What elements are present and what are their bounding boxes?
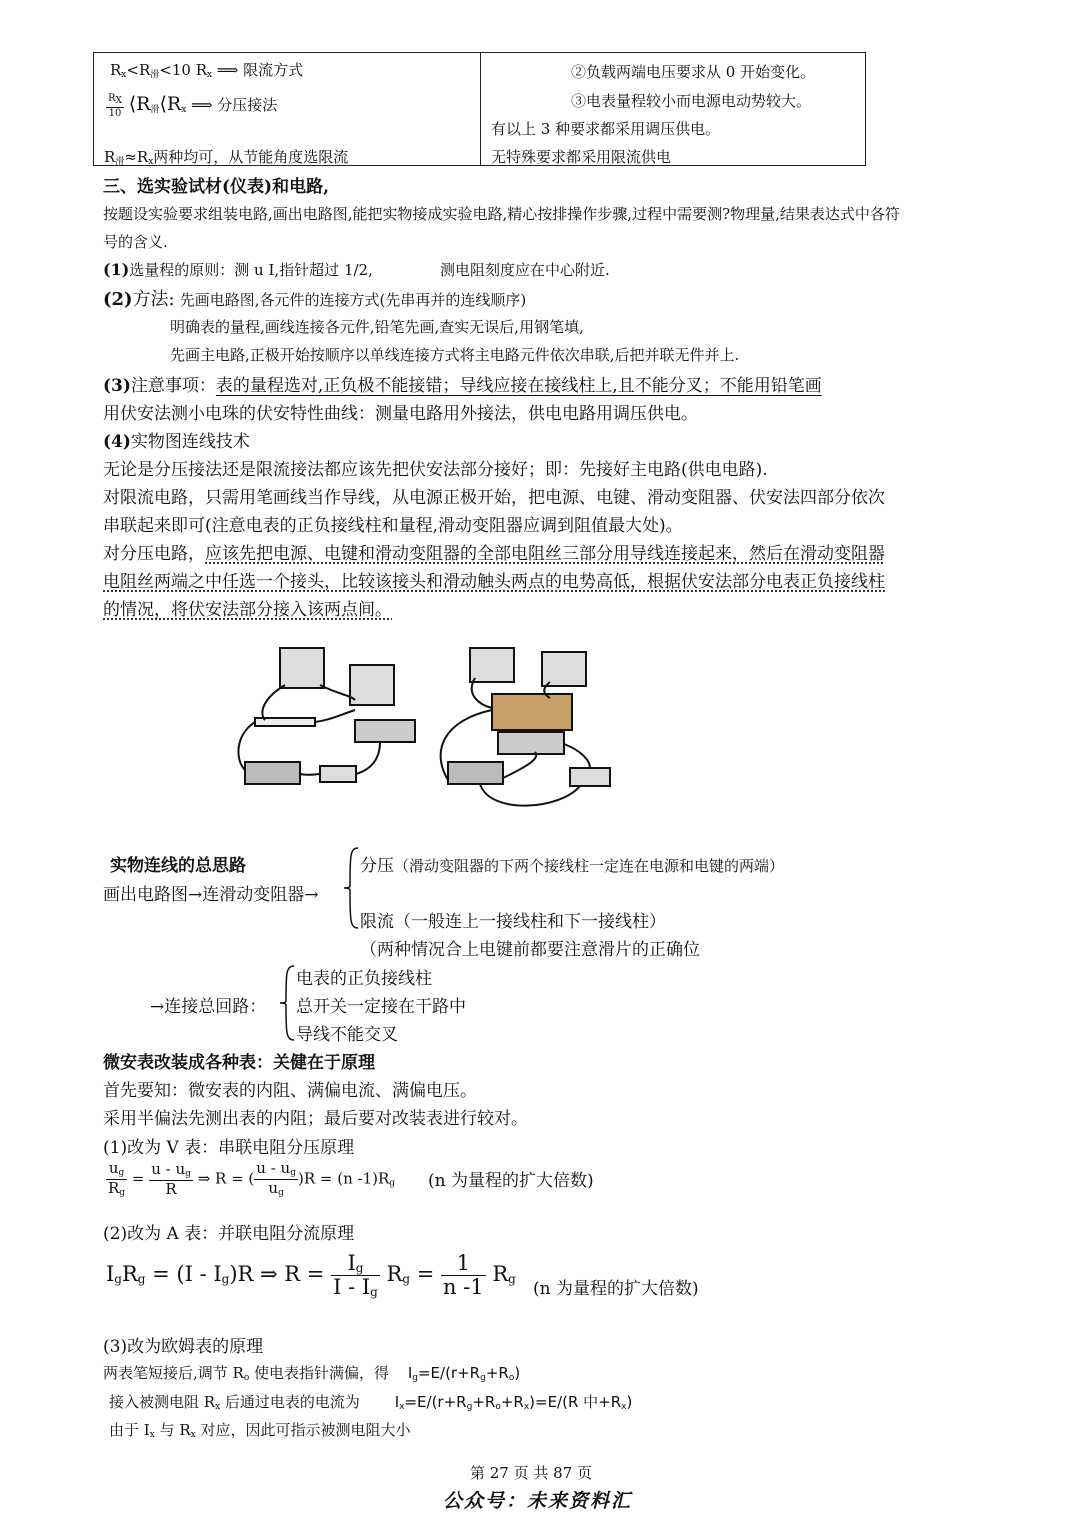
text: g	[114, 1272, 122, 1287]
ammeter-formula	[106, 1252, 516, 1299]
text: x	[523, 1402, 530, 1412]
rule-4-line-6: 的情况，将伏安法部分接入该两点间。	[103, 600, 392, 620]
text: x	[206, 70, 213, 80]
text: <R	[126, 61, 151, 79]
text: (1)	[103, 260, 130, 279]
text: u - u	[256, 1159, 291, 1177]
rule-4	[103, 427, 250, 452]
table-left-cell	[94, 53, 481, 166]
table-right-line-2: ③电表量程较小而电源电动势较大。	[571, 92, 812, 110]
fraction	[254, 1160, 298, 1199]
text: R	[165, 1180, 177, 1199]
text: u - u	[151, 1160, 186, 1179]
summary-title: 实物连线的总思路	[110, 856, 246, 876]
text: g	[118, 1168, 125, 1178]
text: 两表笔短接后,调节 R	[103, 1364, 244, 1382]
text: （滑动变阻器的下两个接线柱一定连在电源和电键的两端）	[394, 857, 785, 875]
text: g	[466, 1402, 473, 1412]
fraction	[106, 93, 124, 119]
text: x	[149, 1430, 155, 1440]
text: (2)	[103, 289, 133, 310]
text: +R	[472, 1393, 496, 1411]
text: 表的量程选对,正负极不能接错；导线应接在接线柱上,且不能分叉；不能用铅笔画	[215, 376, 822, 396]
text: 滑	[150, 70, 160, 80]
text: x	[399, 1402, 405, 1412]
battery-2-icon	[448, 762, 503, 784]
text: 由于 I	[109, 1421, 150, 1439]
text: o	[495, 1402, 501, 1412]
rule-2-line-2: 明确表的量程,画线连接各元件,铅笔先画,查实无误后,用钢笔填,	[170, 318, 584, 336]
text: ⟹ 限流方式	[212, 61, 304, 79]
text: 滑	[115, 157, 125, 167]
text: x	[621, 1402, 627, 1412]
voltmeter-formula	[106, 1160, 395, 1199]
text: g	[221, 1272, 230, 1287]
text: I - I	[333, 1275, 371, 1300]
text: 先画电路图,各元件的连接方式(先串再并的连线顺序)	[179, 291, 527, 309]
text: )	[514, 1364, 521, 1382]
text: g	[389, 1178, 396, 1189]
fraction	[106, 1160, 127, 1199]
rule-3	[103, 371, 822, 396]
text: R	[121, 1262, 138, 1287]
rule-4-line-5: 电阻丝两端之中任选一个接头，比较该接头和滑动触头两点的电势高低，根据伏安法部分电表正负接线柱	[103, 572, 885, 592]
ohmmeter-heading: (3)改为欧姆表的原理	[103, 1337, 264, 1357]
ammeter-heading: (2)改为 A 表：并联电阻分流原理	[103, 1224, 355, 1244]
text: g	[119, 1187, 126, 1198]
text: =E/(r+R	[404, 1393, 467, 1411]
text: I	[347, 1251, 356, 1275]
summary-total-item-3: 导线不能交叉	[296, 1025, 398, 1045]
summary-branch-1	[360, 851, 784, 876]
text: 分压	[360, 856, 394, 876]
summary-total-item-1: 电表的正负接线柱	[296, 969, 432, 989]
text: 滑	[150, 105, 160, 115]
summary-branch-2: 限流（一般连上一接线柱和下一接线柱）	[360, 912, 666, 932]
text: ⟹ 分压接法	[186, 96, 278, 114]
text: R	[108, 93, 116, 105]
text: 注意事项：	[130, 376, 216, 396]
text: =	[131, 1169, 145, 1188]
text: g	[185, 1169, 191, 1180]
rule-3-line-2: 用伏安法测小电珠的伏安特性曲线：测量电路用外接法，供电电路用调压供电。	[103, 404, 698, 424]
table-right-cell	[481, 53, 866, 166]
paragraph-line: 号的含义.	[103, 233, 168, 251]
text: +R	[485, 1364, 509, 1382]
text: 选量程的原则：测 u I,指针超过 1/2,	[129, 261, 373, 279]
summary-total: →连接总回路：	[150, 997, 267, 1017]
page-number: 第 27 页 共 87 页	[470, 1464, 593, 1482]
text: ⟨R	[128, 93, 151, 115]
ohmmeter-line-1	[103, 1362, 520, 1383]
meter-3-icon	[470, 648, 514, 682]
battery-icon	[245, 762, 300, 784]
text: n -1	[443, 1275, 484, 1300]
text: R	[386, 1262, 403, 1287]
text: x	[181, 105, 187, 115]
text: I	[106, 1262, 115, 1287]
ohmmeter-line-3	[109, 1419, 410, 1440]
voltmeter-heading: (1)改为 V 表：串联电阻分压原理	[103, 1138, 355, 1158]
brand-watermark: 公众号：未来资料汇	[443, 1490, 633, 1512]
text: 实物图连线技术	[130, 432, 250, 452]
rule-4-line-1: 无论是分压接法还是限流接法都应该先把伏安法部分接好；即：先接好主电路(供电电路).	[103, 460, 768, 480]
ammeter-note: (n 为量程的扩大倍数)	[533, 1279, 699, 1299]
left-brace-icon	[278, 964, 298, 1044]
text: 后通过电表的电流为	[220, 1393, 360, 1411]
text: =E/(r+R	[417, 1364, 481, 1382]
text: I	[394, 1393, 400, 1411]
text: =	[416, 1262, 435, 1287]
text: 对分压电路，	[103, 544, 205, 564]
comparison-table	[93, 52, 866, 166]
text: g	[508, 1272, 516, 1287]
text: u	[268, 1178, 279, 1197]
ohm-formula-1	[408, 1364, 520, 1382]
text: g	[355, 1261, 364, 1275]
rheostat-2-icon	[498, 732, 564, 754]
text: 方法:	[132, 289, 175, 310]
table-left-row-3	[104, 146, 348, 167]
text: )	[626, 1393, 633, 1411]
section-title: 三、选实验试材(仪表)和电路,	[103, 177, 330, 197]
rule-2	[103, 285, 526, 311]
paragraph-line: 按题设实验要求组装电路,画出电路图,能把实物接成实验电路,精心按排操作步骤,过程中需要测?物理量,结果表达式中各符	[103, 205, 900, 223]
text: )=E/(R 中+R	[529, 1393, 622, 1411]
circuit-photo-illustration	[230, 640, 620, 820]
summary-branch-3: （两种情况合上电键前都要注意滑片的正确位	[360, 940, 700, 960]
rule-1	[103, 259, 373, 280]
text: 应该先把电源、电键和滑动变阻器的全部电阻丝三部分用导线连接起来，然后在滑动变阻器	[205, 544, 885, 564]
lamp-board-icon	[492, 694, 572, 730]
text: (3)	[103, 376, 131, 396]
text: <10 R	[159, 61, 207, 79]
switch-icon	[320, 766, 356, 782]
meter-2-icon	[350, 665, 394, 705]
ohmmeter-line-2	[109, 1391, 632, 1412]
text: 与 R	[154, 1421, 191, 1439]
text: o	[243, 1373, 250, 1383]
text: ⟨R	[159, 93, 182, 115]
text: ≈R	[124, 148, 149, 166]
meter-4-icon	[542, 652, 586, 686]
text: )R = (n -1)R	[297, 1169, 390, 1188]
text: R	[492, 1262, 509, 1287]
rule-4-line-3: 串联起来即可(注意电表的正负接线柱和量程,滑动变阻器应调到阻值最大处)。	[103, 516, 683, 536]
meter-line-1: 首先要知：微安表的内阻、满偏电流、满偏电压。	[103, 1081, 477, 1101]
left-brace-icon	[342, 846, 362, 931]
rheostat-icon	[355, 720, 415, 742]
summary-left: 画出电路图→连滑动变阻器→	[103, 885, 319, 905]
text: g	[137, 1272, 146, 1287]
text: g	[412, 1373, 418, 1383]
ohm-formula-2	[395, 1393, 633, 1411]
text: g	[290, 1168, 296, 1178]
voltmeter-note: (n 为量程的扩大倍数)	[428, 1171, 594, 1191]
text: 两种均可，从节能角度选限流	[153, 148, 349, 166]
text: R	[108, 1178, 120, 1197]
table-right-line-3: 有以上 3 种要求都采用调压供电。	[491, 120, 721, 138]
text: (4)	[103, 432, 131, 452]
text: )R ⇒ R =	[229, 1262, 325, 1287]
fraction	[441, 1252, 486, 1299]
text: R	[104, 148, 116, 166]
switch-2-icon	[570, 768, 610, 786]
meter-1-icon	[280, 648, 324, 688]
table-right-line-1: ②负载两端电压要求从 0 开始变化。	[571, 63, 816, 81]
rule-4-line-2: 对限流电路，只需用笔画线当作导线，从电源正极开始，把电源、电键、滑动变阻器、伏安法四部分依次	[103, 488, 885, 508]
text: x	[148, 157, 154, 167]
text: g	[370, 1285, 378, 1300]
text: 对应，因此可指示被测电阻大小	[195, 1421, 411, 1439]
text: g	[278, 1187, 284, 1198]
text: ⇒ R = (	[197, 1169, 255, 1188]
text: I	[407, 1364, 413, 1382]
text: x	[190, 1430, 196, 1440]
text: x	[121, 70, 127, 80]
text: = (I - I	[145, 1262, 222, 1287]
summary-total-item-2: 总开关一定接在干路中	[296, 997, 466, 1017]
text: 1	[441, 1252, 486, 1276]
rule-2-line-3: 先画主电路,正极开始按顺序以单线连接方式将主电路元件依次串联,后把并联无件并上.	[170, 346, 740, 364]
table-left-row-1	[110, 59, 303, 80]
text: 使电表指针满偏，得	[249, 1364, 390, 1382]
text: o	[508, 1373, 515, 1383]
text: 10	[108, 107, 122, 119]
text: g	[402, 1272, 411, 1287]
text: R	[110, 61, 122, 79]
text: x	[215, 1402, 221, 1412]
text: 接入被测电阻 R	[109, 1393, 216, 1411]
fraction	[149, 1161, 193, 1197]
rule-4-line-4	[103, 539, 885, 564]
table-left-row-2	[106, 93, 277, 119]
text: u	[108, 1159, 119, 1177]
fraction	[331, 1252, 380, 1299]
meter-line-2: 采用半偏法先测出表的内阻；最后要对改装表进行较对。	[103, 1109, 528, 1129]
table-right-line-4: 无特殊要求都采用限流供电	[491, 148, 672, 166]
rule-1-part-2: 测电阻刻度应在中心附近.	[440, 261, 610, 279]
text: +R	[500, 1393, 524, 1411]
meter-title: 微安表改装成各种表：关健在于原理	[103, 1053, 375, 1073]
text: X	[115, 96, 122, 107]
text: g	[480, 1373, 486, 1383]
